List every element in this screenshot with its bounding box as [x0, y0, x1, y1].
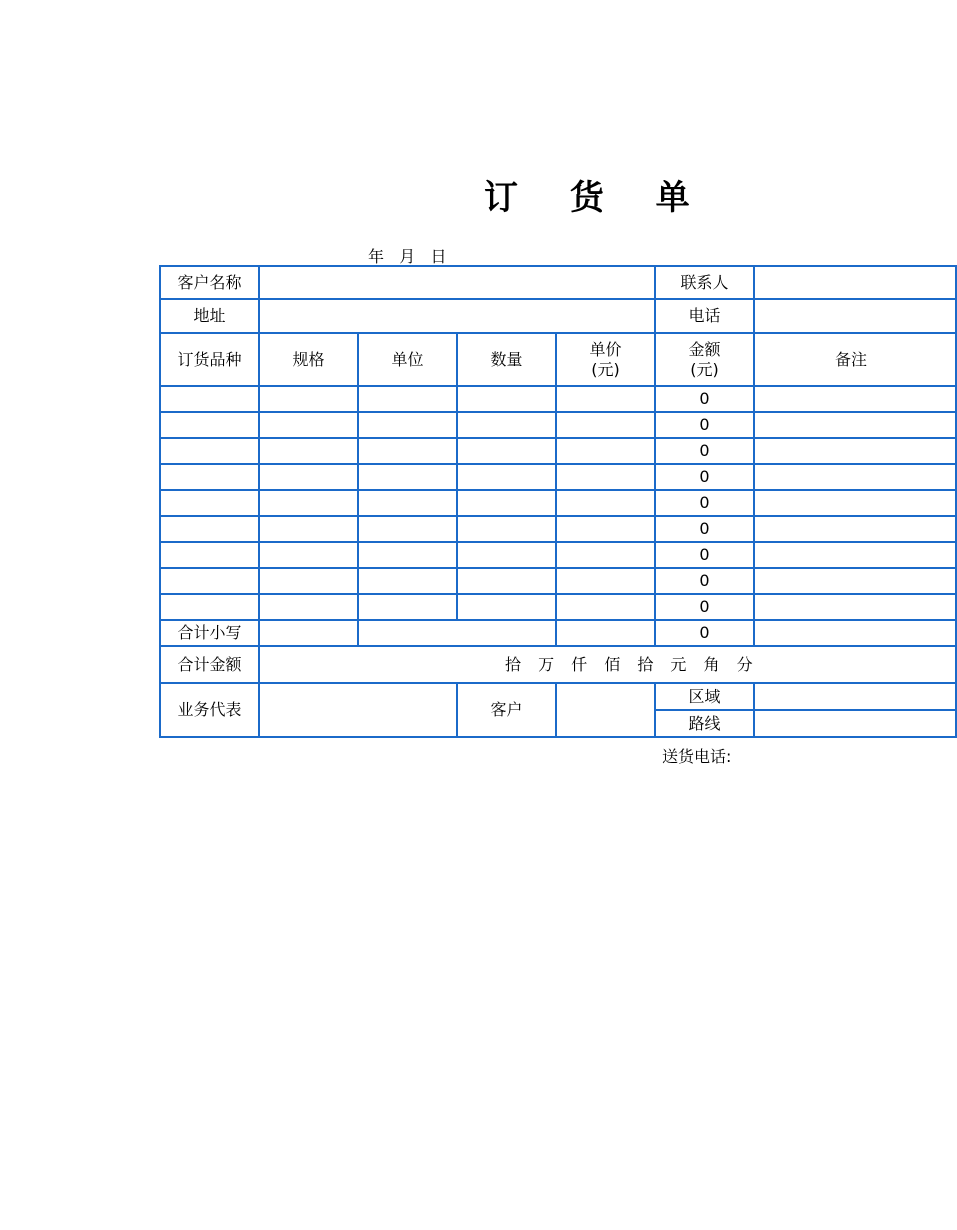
table-row — [160, 594, 956, 620]
row-item-cell[interactable] — [160, 464, 259, 490]
row-price-cell[interactable] — [556, 464, 655, 490]
row-spec-cell[interactable] — [259, 490, 358, 516]
row-qty-cell[interactable] — [457, 464, 556, 490]
row-amount-cell: 0 — [655, 568, 754, 594]
row-price-cell[interactable] — [556, 594, 655, 620]
column-header-row — [160, 333, 956, 386]
row-amount-cell: 0 — [655, 542, 754, 568]
row-remark-cell[interactable] — [754, 464, 956, 490]
col-remark-header: 备注 — [754, 333, 956, 386]
col-spec-header: 规格 — [259, 333, 358, 386]
total-row — [160, 646, 956, 683]
customer-field[interactable] — [556, 683, 655, 737]
row-item-cell[interactable] — [160, 386, 259, 412]
subtotal-remark-cell — [754, 620, 956, 646]
row-qty-cell[interactable] — [457, 490, 556, 516]
address-row — [160, 299, 956, 333]
row-price-cell[interactable] — [556, 412, 655, 438]
total-amount-words-text: 拾 万 仟 佰 拾 元 角 分 — [505, 654, 759, 674]
row-qty-cell[interactable] — [457, 412, 556, 438]
row-item-cell[interactable] — [160, 438, 259, 464]
table-row — [160, 412, 956, 438]
row-item-cell[interactable] — [160, 542, 259, 568]
total-amount-words — [259, 646, 956, 683]
subtotal-spec-cell — [259, 620, 358, 646]
row-price-cell[interactable] — [556, 490, 655, 516]
row-item-cell[interactable] — [160, 490, 259, 516]
table-row — [160, 516, 956, 542]
customer-name-label: 客户名称 — [160, 266, 259, 299]
row-spec-cell[interactable] — [259, 386, 358, 412]
phone-label: 电话 — [655, 299, 754, 333]
sales-rep-label: 业务代表 — [160, 683, 259, 737]
row-qty-cell[interactable] — [457, 386, 556, 412]
subtotal-label: 合计小写 — [160, 620, 259, 646]
row-item-cell[interactable] — [160, 412, 259, 438]
row-unit-cell[interactable] — [358, 464, 457, 490]
row-item-cell[interactable] — [160, 568, 259, 594]
row-unit-cell[interactable] — [358, 438, 457, 464]
row-item-cell[interactable] — [160, 594, 259, 620]
row-amount-cell: 0 — [655, 412, 754, 438]
row-qty-cell[interactable] — [457, 438, 556, 464]
sales-rep-field[interactable] — [259, 683, 457, 737]
row-unit-cell[interactable] — [358, 412, 457, 438]
row-qty-cell[interactable] — [457, 516, 556, 542]
row-price-cell[interactable] — [556, 542, 655, 568]
col-amount-header — [655, 333, 754, 386]
phone-field[interactable] — [754, 299, 956, 333]
order-form-table — [159, 265, 957, 738]
row-spec-cell[interactable] — [259, 594, 358, 620]
region-label: 区域 — [655, 683, 754, 710]
col-amount-line2: (元) — [690, 359, 719, 379]
row-remark-cell[interactable] — [754, 438, 956, 464]
row-remark-cell[interactable] — [754, 412, 956, 438]
date-label: 年 月 日 — [368, 247, 447, 266]
table-row — [160, 490, 956, 516]
row-qty-cell[interactable] — [457, 568, 556, 594]
row-spec-cell[interactable] — [259, 412, 358, 438]
row-amount-cell: 0 — [655, 490, 754, 516]
customer-label: 客户 — [457, 683, 556, 737]
row-price-cell[interactable] — [556, 568, 655, 594]
row-spec-cell[interactable] — [259, 568, 358, 594]
row-qty-cell[interactable] — [457, 594, 556, 620]
row-remark-cell[interactable] — [754, 542, 956, 568]
row-price-cell[interactable] — [556, 516, 655, 542]
address-label: 地址 — [160, 299, 259, 333]
row-remark-cell[interactable] — [754, 568, 956, 594]
row-item-cell[interactable] — [160, 516, 259, 542]
table-row — [160, 568, 956, 594]
row-amount-cell: 0 — [655, 594, 754, 620]
total-label: 合计金额 — [160, 646, 259, 683]
row-unit-cell[interactable] — [358, 490, 457, 516]
table-row — [160, 438, 956, 464]
row-unit-cell[interactable] — [358, 568, 457, 594]
col-qty-header: 数量 — [457, 333, 556, 386]
subtotal-unit-qty-cell — [358, 620, 556, 646]
row-spec-cell[interactable] — [259, 438, 358, 464]
row-unit-cell[interactable] — [358, 594, 457, 620]
row-amount-cell: 0 — [655, 386, 754, 412]
contact-label: 联系人 — [655, 266, 754, 299]
row-spec-cell[interactable] — [259, 464, 358, 490]
address-field[interactable] — [259, 299, 655, 333]
col-amount-line1: 金额 — [688, 339, 721, 359]
route-field[interactable] — [754, 710, 956, 737]
row-qty-cell[interactable] — [457, 542, 556, 568]
customer-name-field[interactable] — [259, 266, 655, 299]
col-unit-header: 单位 — [358, 333, 457, 386]
col-unit-price-line1: 单价 — [589, 339, 622, 359]
row-price-cell[interactable] — [556, 386, 655, 412]
route-label: 路线 — [655, 710, 754, 737]
delivery-phone-label: 送货电话: — [662, 747, 732, 766]
row-unit-cell[interactable] — [358, 386, 457, 412]
row-amount-cell: 0 — [655, 438, 754, 464]
customer-name-row — [160, 266, 956, 299]
row-remark-cell[interactable] — [754, 516, 956, 542]
table-row — [160, 386, 956, 412]
row-remark-cell[interactable] — [754, 490, 956, 516]
form-title: 订 货 单 — [484, 178, 710, 218]
table-row — [160, 464, 956, 490]
row-remark-cell[interactable] — [754, 594, 956, 620]
row-unit-cell[interactable] — [358, 516, 457, 542]
row-amount-cell: 0 — [655, 464, 754, 490]
row-remark-cell[interactable] — [754, 386, 956, 412]
row-spec-cell[interactable] — [259, 542, 358, 568]
col-unit-price-header — [556, 333, 655, 386]
subtotal-amount: 0 — [655, 620, 754, 646]
row-spec-cell[interactable] — [259, 516, 358, 542]
row-unit-cell[interactable] — [358, 542, 457, 568]
footer-row-region — [160, 683, 956, 710]
table-row — [160, 542, 956, 568]
order-form-table-container — [159, 265, 868, 743]
row-amount-cell: 0 — [655, 516, 754, 542]
col-item-header: 订货品种 — [160, 333, 259, 386]
region-field[interactable] — [754, 683, 956, 710]
subtotal-row — [160, 620, 956, 646]
subtotal-price-cell — [556, 620, 655, 646]
contact-field[interactable] — [754, 266, 956, 299]
col-unit-price-line2: (元) — [591, 359, 620, 379]
row-price-cell[interactable] — [556, 438, 655, 464]
